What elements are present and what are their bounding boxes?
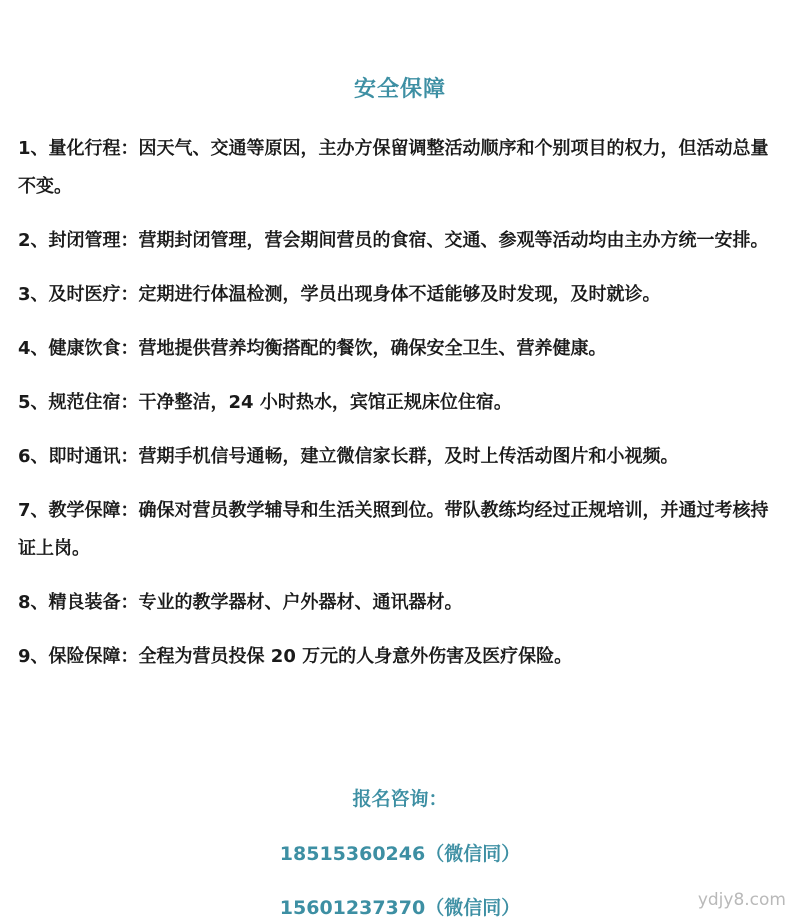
contact-phone-2: 15601237370（微信同） [279, 897, 521, 919]
safety-item-3: 3、及时医疗：定期进行体温检测，学员出现身体不适能够及时发现，及时就诊。 [18, 284, 661, 305]
site-watermark: ydjy8.com [697, 890, 786, 910]
safety-item-7: 7、教学保障：确保对营员教学辅导和生活关照到位。带队教练均经过正规培训，并通过考核持证上岗。 [18, 500, 769, 559]
page-title: 安全保障 [353, 77, 446, 102]
safety-item-1: 1、量化行程：因天气、交通等原因，主办方保留调整活动顺序和个别项目的权力，但活动总量不变。 [18, 138, 769, 197]
safety-item-4: 4、健康饮食：营地提供营养均衡搭配的餐饮，确保安全卫生、营养健康。 [18, 338, 607, 359]
safety-items-list [18, 130, 786, 692]
contact-phone-1: 18515360246（微信同） [279, 843, 521, 865]
contact-heading: 报名咨询： [352, 788, 448, 810]
safety-item-9: 9、保险保障：全程为营员投保 20 万元的人身意外伤害及医疗保险。 [18, 646, 573, 667]
safety-item-6: 6、即时通讯：营期手机信号通畅，建立微信家长群，及时上传活动图片和小视频。 [18, 446, 679, 467]
safety-item-8: 8、精良装备：专业的教学器材、户外器材、通讯器材。 [18, 592, 463, 613]
safety-item-5: 5、规范住宿：干净整洁，24 小时热水，宾馆正规床位住宿。 [18, 392, 512, 413]
safety-item-2: 2、封闭管理：营期封闭管理，营会期间营员的食宿、交通、参观等活动均由主办方统一安排。 [18, 230, 769, 251]
